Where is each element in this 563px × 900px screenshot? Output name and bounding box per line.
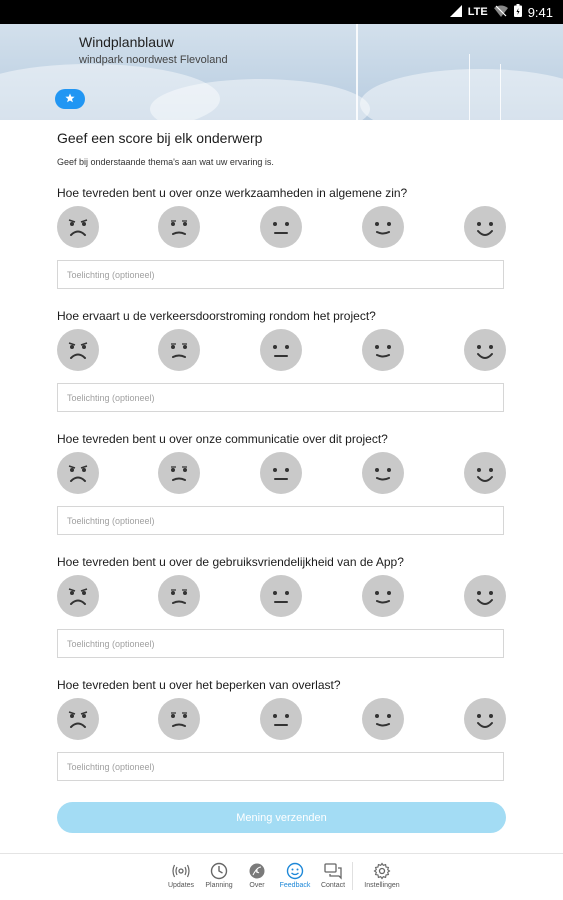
bottom-nav-separator [352, 862, 353, 890]
rating-faces [57, 329, 506, 371]
neutral-face-icon[interactable] [260, 698, 302, 740]
rating-faces [57, 575, 506, 617]
clock-icon [199, 862, 239, 880]
comment-input[interactable] [57, 260, 504, 289]
neutral-face-icon[interactable] [260, 575, 302, 617]
broadcast-icon [161, 862, 201, 880]
header-turbine-mast [469, 54, 470, 120]
question-4 [57, 555, 506, 659]
chat-icon [313, 862, 353, 880]
question-5 [57, 678, 506, 782]
page-title: Geef een score bij elk onderwerp [57, 130, 263, 146]
very-sad-face-icon[interactable] [57, 575, 99, 617]
very-happy-face-icon[interactable] [464, 575, 506, 617]
very-sad-face-icon[interactable] [57, 452, 99, 494]
nav-label: Planning [205, 882, 233, 889]
nav-label: Contact [320, 882, 346, 889]
nav-label: Feedback [279, 882, 311, 889]
header-background-cloud [360, 69, 563, 120]
smile-face-icon[interactable] [362, 698, 404, 740]
question-text: Hoe tevreden bent u over het beperken van overlast? [57, 678, 341, 692]
very-sad-face-icon[interactable] [57, 698, 99, 740]
nav-item-feedback[interactable] [275, 862, 315, 889]
very-happy-face-icon[interactable] [464, 329, 506, 371]
sad-face-icon[interactable] [158, 698, 200, 740]
leaf-icon [237, 862, 277, 880]
nav-item-over[interactable] [237, 862, 277, 889]
very-happy-face-icon[interactable] [464, 698, 506, 740]
nav-label: Updates [167, 882, 195, 889]
very-sad-face-icon[interactable] [57, 206, 99, 248]
very-happy-face-icon[interactable] [464, 452, 506, 494]
comment-input[interactable] [57, 383, 504, 412]
question-2 [57, 309, 506, 413]
nav-item-instellingen[interactable] [362, 862, 402, 889]
sad-face-icon[interactable] [158, 575, 200, 617]
gear-icon [362, 862, 402, 880]
nav-item-planning[interactable] [199, 862, 239, 889]
project-subtitle: windpark noordwest Flevoland [79, 54, 228, 66]
sad-face-icon[interactable] [158, 452, 200, 494]
very-happy-face-icon[interactable] [464, 206, 506, 248]
signal-icon [450, 5, 462, 20]
wifi-off-icon [494, 5, 508, 20]
status-bar [0, 0, 563, 24]
status-time: 9:41 [527, 4, 553, 20]
question-3 [57, 432, 506, 536]
rating-faces [57, 698, 506, 740]
comment-input[interactable] [57, 506, 504, 535]
smile-face-icon[interactable] [362, 452, 404, 494]
nav-label: Instellingen [364, 882, 400, 889]
smile-face-icon[interactable] [362, 329, 404, 371]
rating-faces [57, 206, 506, 248]
comment-input[interactable] [57, 752, 504, 781]
nav-item-updates[interactable] [161, 862, 201, 889]
neutral-face-icon[interactable] [260, 206, 302, 248]
project-header [0, 24, 563, 120]
battery-icon [514, 4, 522, 20]
sad-face-icon[interactable] [158, 329, 200, 371]
nav-label: Over [249, 882, 265, 889]
header-turbine-mast [356, 24, 358, 120]
smile-face-icon[interactable] [362, 575, 404, 617]
comment-input[interactable] [57, 629, 504, 658]
page-intro: Geef bij onderstaande thema's aan wat uw ervaring is. [57, 157, 274, 167]
star-icon [65, 93, 75, 106]
smiley-icon [275, 862, 315, 880]
sad-face-icon[interactable] [158, 206, 200, 248]
neutral-face-icon[interactable] [260, 452, 302, 494]
question-text: Hoe tevreden bent u over onze communicatie over dit project? [57, 432, 388, 446]
question-text: Hoe tevreden bent u over onze werkzaamheden in algemene zin? [57, 186, 408, 200]
nav-item-contact[interactable] [313, 862, 353, 889]
network-type: LTE [467, 6, 488, 18]
header-turbine-mast [500, 64, 501, 120]
favorite-button[interactable] [55, 89, 85, 109]
rating-faces [57, 452, 506, 494]
question-text: Hoe tevreden bent u over de gebruiksvriendelijkheid van de App? [57, 555, 404, 569]
very-sad-face-icon[interactable] [57, 329, 99, 371]
submit-button[interactable]: Mening verzenden [57, 802, 506, 833]
bottom-navigation [0, 854, 563, 900]
question-1 [57, 186, 506, 290]
smile-face-icon[interactable] [362, 206, 404, 248]
question-text: Hoe ervaart u de verkeersdoorstroming rondom het project? [57, 309, 376, 323]
status-icons [450, 0, 553, 24]
neutral-face-icon[interactable] [260, 329, 302, 371]
project-title: Windplanblauw [79, 34, 174, 50]
